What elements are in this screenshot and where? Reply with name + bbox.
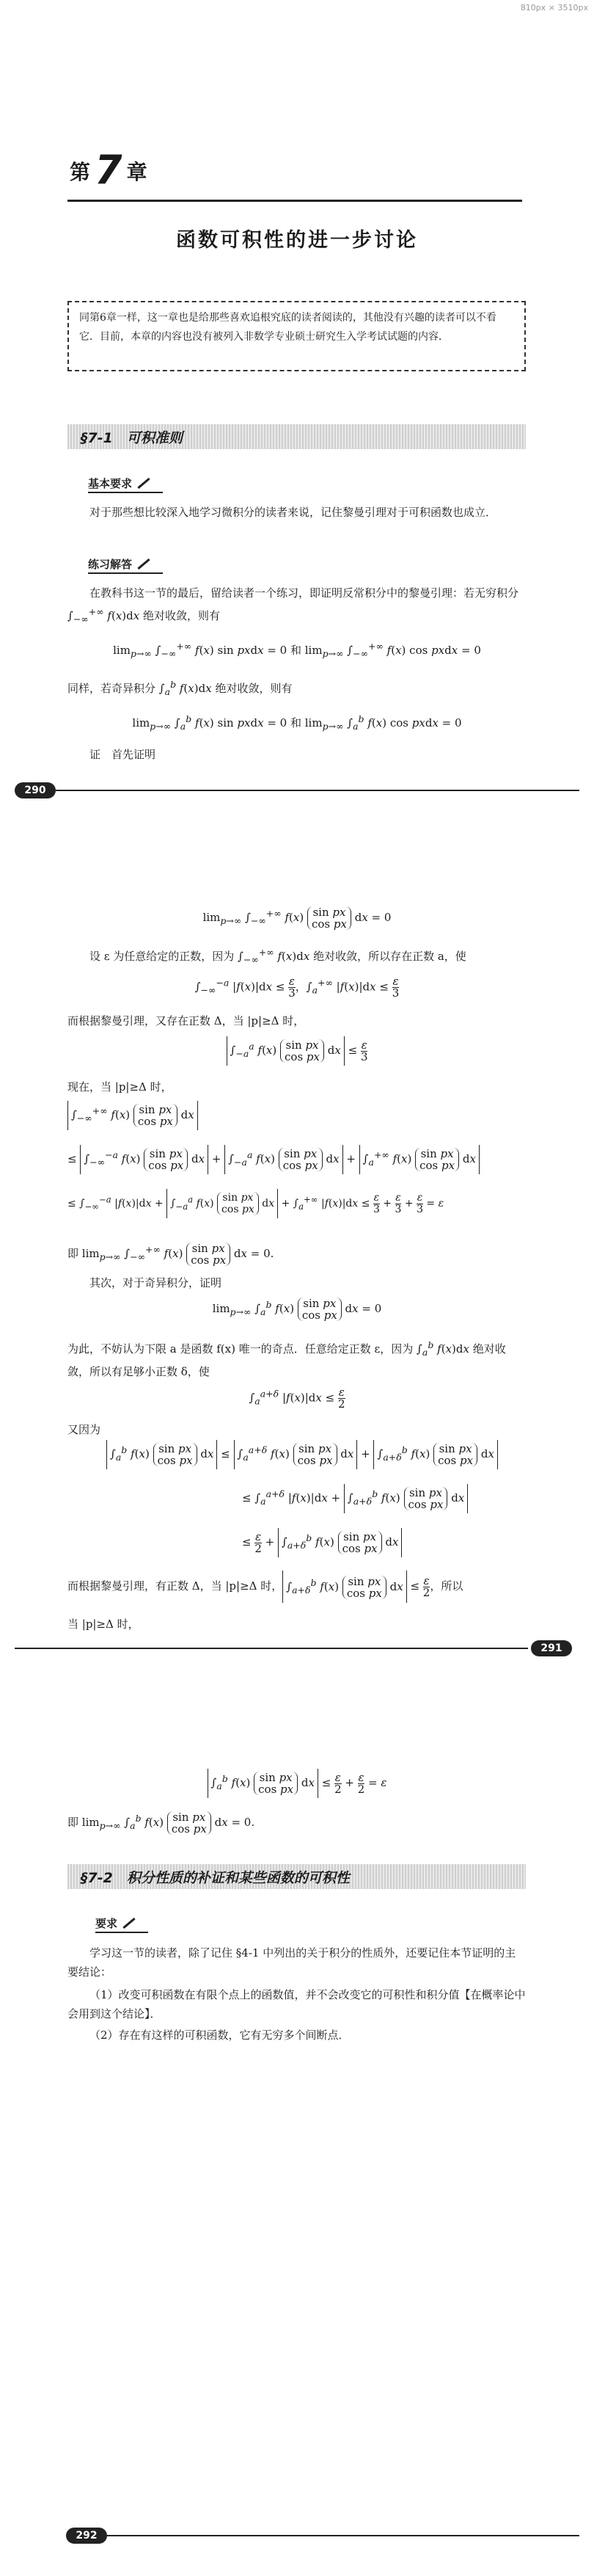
eq-4: $\int_{-\infty}^{-a}$ |f(x)|dx ≤ $\frac{\varepsilon}{3}$ ，$\int_a^{+\infty}$ |f(x)|dx ≤ $\frac{\varepsilon}{3}$ (194, 975, 400, 1000)
eq-7: ≤ $\int_{-\infty}^{-a}$ f(x) sin px cos px dx + $\int_{-a}^a$ f(x) sin px cos px dx + $\int_a^{+\infty}$ f(x) sin px cos px dx (67, 1145, 480, 1174)
ex-tag: 练习解答 (88, 556, 163, 572)
req-tag: 基本要求 (88, 476, 163, 491)
section-banner-7-1: §7-1 可积准则 (67, 424, 526, 449)
page-number-290: 290 (15, 782, 56, 798)
section-banner-7-2: §7-2 积分性质的补证和某些函数的可积性 (67, 1864, 526, 1889)
eq-2: $\lim_{p\to\infty} \int_a^b$ f(x) sin pxdx = 0 和 $\lim_{p\to\infty} \int_a^b$ f(x) cos pxdx = 0 (132, 713, 462, 732)
chapter-title: 函数可积性的进一步讨论 (176, 229, 418, 252)
eq-11: $\int_a^b$ f(x) sin px cos px dx ≤ $\int_a^{a+\delta}$ f(x) sin px cos px dx + $\int_{a+\delta}^b$ f(x) sin px cos px dx (106, 1440, 498, 1469)
eq-8: ≤ $\int_{-\infty}^{-a}$ $|f(x)|dx + \int_{-a}^a$ f(x) sin px cos px dx + $\int_a^{+\infty}$ |f(x)|dx ≤ $\frac{\varepsilon}{3}$ + $\frac{\varepsilon}{3}$ + $\frac{\varepsilon}{3}$ = ε (67, 1189, 444, 1218)
para-10: 而根据黎曼引理，有正数 Δ，当 |p|≥Δ 时， $\int_{a+\delta}^b$ f(x) sin px cos px dx ≤ $\frac{\varepsilon}{2}$ ，所以 (67, 1571, 526, 1603)
proof-start: 证 首先证明 (89, 748, 156, 761)
para-6: 即 $\lim_{p\to\infty} \int_{-\infty}^{+\infty}$ f(x) sin px cos px dx = 0. (67, 1242, 274, 1267)
eq-13: ≤ $\frac{\varepsilon}{2}$ + $\int_{a+\delta}^b$ f(x) sin px cos px dx (242, 1528, 402, 1557)
eq-5: $\int_{-a}^a$ f(x) sin px cos px dx ≤ $\frac{\varepsilon}{3}$ (0, 1036, 594, 1066)
eq-6: $\int_{-\infty}^{+\infty}$ f(x) sin px cos px dx (67, 1101, 198, 1130)
page-rule-290 (56, 790, 579, 791)
dimension-label: 810px × 3510px (520, 3, 588, 12)
sec2-para-1: 学习这一节的读者，除了记住 §4-1 中列出的关于积分的性质外，还要记住本节证明的主要结论： (67, 1946, 516, 1979)
req-tag-2: 要求 (95, 1915, 148, 1931)
para-7: 其次，对于奇异积分，证明 (89, 1276, 222, 1289)
para-12: 即 $\lim_{p\to\infty} \int_a^b$ f(x) sin px cos px dx = 0. (67, 1811, 255, 1835)
para-3: 设 ε 为任意给定的正数，因为 $\int_{-\infty}^{+\infty}$ f(x)dx 绝对收敛，所以存在正数 a，使 (89, 947, 466, 965)
para-8: 为此，不妨认为下限 a 是函数 f(x) 唯一的奇点．任意给定正数 ε，因为 $\int_a^b$ f(x)dx 绝对收敛，所以有足够小正数 δ，使 (67, 1339, 506, 1378)
page-rule-291 (15, 1648, 528, 1649)
para-11: 当 |p|≥Δ 时， (67, 1618, 139, 1631)
eq-3: $\lim_{p\to\infty} \int_{-\infty}^{+\infty}$ f(x) sin px cos px dx = 0 (202, 906, 392, 931)
chapter-number: 第 7 章 (70, 147, 147, 193)
eq-12: ≤ $\int_a^{a+\delta}$ $|f(x)|dx + \int_{a+\delta}^b$ f(x) sin px cos px dx (242, 1484, 468, 1513)
intro-box: 同第6章一样，这一章也是给那些喜欢追根究底的读者阅读的，其他没有兴趣的读者可以不看它．目前，本章的内容也没有被列入非数学专业硕士研究生入学考试试题的内容． (67, 301, 526, 371)
para-5: 现在，当 |p|≥Δ 时， (67, 1080, 172, 1094)
para-4: 而根据黎曼引理，又存在正数 Δ，当 |p|≥Δ 时， (67, 1014, 305, 1027)
eq-1: $\lim_{p\to\infty} \int_{-\infty}^{+\infty}$ f(x) sin pxdx = 0 和 $\lim_{p\to\infty} \int_{-\infty}^{+\infty}$ f(x) cos pxdx = 0 (113, 641, 481, 659)
page-number-292: 292 (66, 2528, 107, 2544)
eq-9: $\lim_{p\to\infty} \int_a^b$ f(x) sin px cos px dx = 0 (212, 1297, 382, 1322)
page-number-291: 291 (531, 1640, 572, 1656)
sec2-para-2: （1）改变可积函数在有限个点上的函数值，并不会改变它的可积性和积分值【在概率论中会用到这个结论】． (67, 1988, 526, 2020)
para-1: 在教科书这一节的最后，留给读者一个练习，即证明反常积分中的黎曼引理：若无穷积分 $\int_{-\infty}^{+\infty}$ f(x)dx 绝对收敛，则有 (67, 586, 519, 625)
sec2-para-3: （2）存在有这样的可积函数，它有无穷多个间断点． (89, 2029, 350, 2042)
para-2: 同样，若奇异积分 $\int_a^b$ f(x)dx 绝对收敛，则有 (67, 679, 293, 697)
req-text: 对于那些想比较深入地学习微积分的读者来说，记住黎曼引理对于可积函数也成立． (89, 506, 497, 519)
page-rule-292 (107, 2535, 579, 2536)
eq-10: $\int_a^{a+\delta}$ |f(x)|dx ≤ $\frac{\varepsilon}{2}$ (249, 1386, 345, 1411)
eq-14: $\int_a^b$ f(x) sin px cos px dx ≤ $\frac{\varepsilon}{2}$ + $\frac{\varepsilon}{2}$ = ε (0, 1769, 594, 1798)
para-9: 又因为 (67, 1423, 101, 1436)
chapter-rule (67, 200, 522, 202)
